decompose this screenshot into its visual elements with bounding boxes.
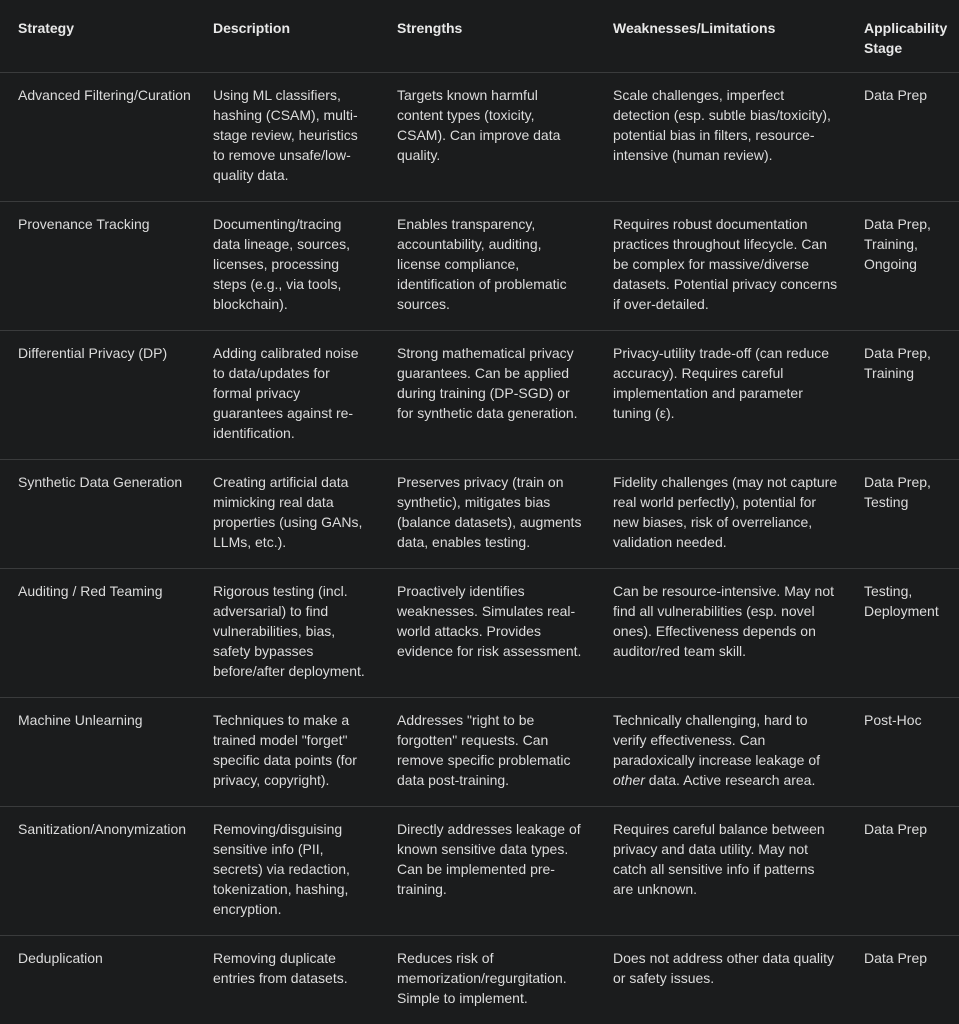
cell-description: Using ML classifiers, hashing (CSAM), multi-stage review, heuristics to remove unsafe/low-quality data.	[195, 73, 379, 202]
header-weaknesses: Weaknesses/Limitations	[595, 0, 846, 73]
table-body	[0, 73, 959, 1024]
cell-stage: Data Prep, Testing	[846, 460, 959, 569]
cell-weaknesses	[595, 698, 846, 807]
header-applicability-stage: Applicability Stage	[846, 0, 959, 73]
cell-strategy: Advanced Filtering/Curation	[0, 73, 195, 202]
cell-strategy: Deduplication	[0, 936, 195, 1024]
table-row	[0, 698, 959, 807]
cell-description: Techniques to make a trained model "forget" specific data points (for privacy, copyright).	[195, 698, 379, 807]
cell-stage: Data Prep, Training	[846, 331, 959, 460]
table-row	[0, 202, 959, 331]
cell-strengths: Proactively identifies weaknesses. Simulates real-world attacks. Provides evidence for risk assessment.	[379, 569, 595, 698]
table-row	[0, 569, 959, 698]
cell-strengths: Enables transparency, accountability, auditing, license compliance, identification of problematic sources.	[379, 202, 595, 331]
header-strengths: Strengths	[379, 0, 595, 73]
header-description: Description	[195, 0, 379, 73]
header-row	[0, 0, 959, 73]
weaknesses-text-start: Technically challenging, hard to verify effectiveness. Can paradoxically increase leakage of	[613, 712, 820, 768]
cell-description: Removing/disguising sensitive info (PII, secrets) via redaction, tokenization, hashing, encryption.	[195, 807, 379, 936]
cell-weaknesses: Fidelity challenges (may not capture real world perfectly), potential for new biases, risk of overreliance, validation needed.	[595, 460, 846, 569]
cell-stage: Data Prep	[846, 73, 959, 202]
cell-description: Documenting/tracing data lineage, sources, licenses, processing steps (e.g., via tools, blockchain).	[195, 202, 379, 331]
weaknesses-text-end: data. Active research area.	[645, 772, 815, 788]
cell-strategy: Synthetic Data Generation	[0, 460, 195, 569]
table-row	[0, 331, 959, 460]
cell-stage: Testing, Deployment	[846, 569, 959, 698]
cell-strategy: Auditing / Red Teaming	[0, 569, 195, 698]
weaknesses-emphasis: other	[613, 772, 645, 788]
cell-stage: Data Prep, Training, Ongoing	[846, 202, 959, 331]
table-header	[0, 0, 959, 73]
cell-strategy: Differential Privacy (DP)	[0, 331, 195, 460]
cell-strategy: Machine Unlearning	[0, 698, 195, 807]
cell-strengths: Directly addresses leakage of known sensitive data types. Can be implemented pre-training.	[379, 807, 595, 936]
cell-stage: Data Prep	[846, 936, 959, 1024]
cell-weaknesses: Privacy-utility trade-off (can reduce accuracy). Requires careful implementation and parameter tuning (ε).	[595, 331, 846, 460]
cell-description: Creating artificial data mimicking real data properties (using GANs, LLMs, etc.).	[195, 460, 379, 569]
cell-weaknesses: Requires robust documentation practices throughout lifecycle. Can be complex for massive/diverse datasets. Potential privacy concerns if over-detailed.	[595, 202, 846, 331]
cell-description: Removing duplicate entries from datasets.	[195, 936, 379, 1024]
cell-weaknesses: Can be resource-intensive. May not find all vulnerabilities (esp. novel ones). Effectiveness depends on auditor/red team skill.	[595, 569, 846, 698]
cell-strengths: Addresses "right to be forgotten" requests. Can remove specific problematic data post-training.	[379, 698, 595, 807]
cell-weaknesses: Does not address other data quality or safety issues.	[595, 936, 846, 1024]
cell-strengths: Strong mathematical privacy guarantees. Can be applied during training (DP-SGD) or for synthetic data generation.	[379, 331, 595, 460]
cell-description: Adding calibrated noise to data/updates for formal privacy guarantees against re-identification.	[195, 331, 379, 460]
table-row	[0, 936, 959, 1024]
cell-strengths: Targets known harmful content types (toxicity, CSAM). Can improve data quality.	[379, 73, 595, 202]
cell-stage: Post-Hoc	[846, 698, 959, 807]
cell-description: Rigorous testing (incl. adversarial) to find vulnerabilities, bias, safety bypasses before/after deployment.	[195, 569, 379, 698]
cell-weaknesses: Scale challenges, imperfect detection (esp. subtle bias/toxicity), potential bias in filters, resource-intensive (human review).	[595, 73, 846, 202]
table-row	[0, 807, 959, 936]
table-row	[0, 73, 959, 202]
cell-stage: Data Prep	[846, 807, 959, 936]
cell-strengths: Reduces risk of memorization/regurgitation. Simple to implement.	[379, 936, 595, 1024]
cell-weaknesses: Requires careful balance between privacy and data utility. May not catch all sensitive info if patterns are unknown.	[595, 807, 846, 936]
header-strategy: Strategy	[0, 0, 195, 73]
cell-strategy: Sanitization/Anonymization	[0, 807, 195, 936]
cell-strategy: Provenance Tracking	[0, 202, 195, 331]
cell-strengths: Preserves privacy (train on synthetic), mitigates bias (balance datasets), augments data, enables testing.	[379, 460, 595, 569]
table-row	[0, 460, 959, 569]
